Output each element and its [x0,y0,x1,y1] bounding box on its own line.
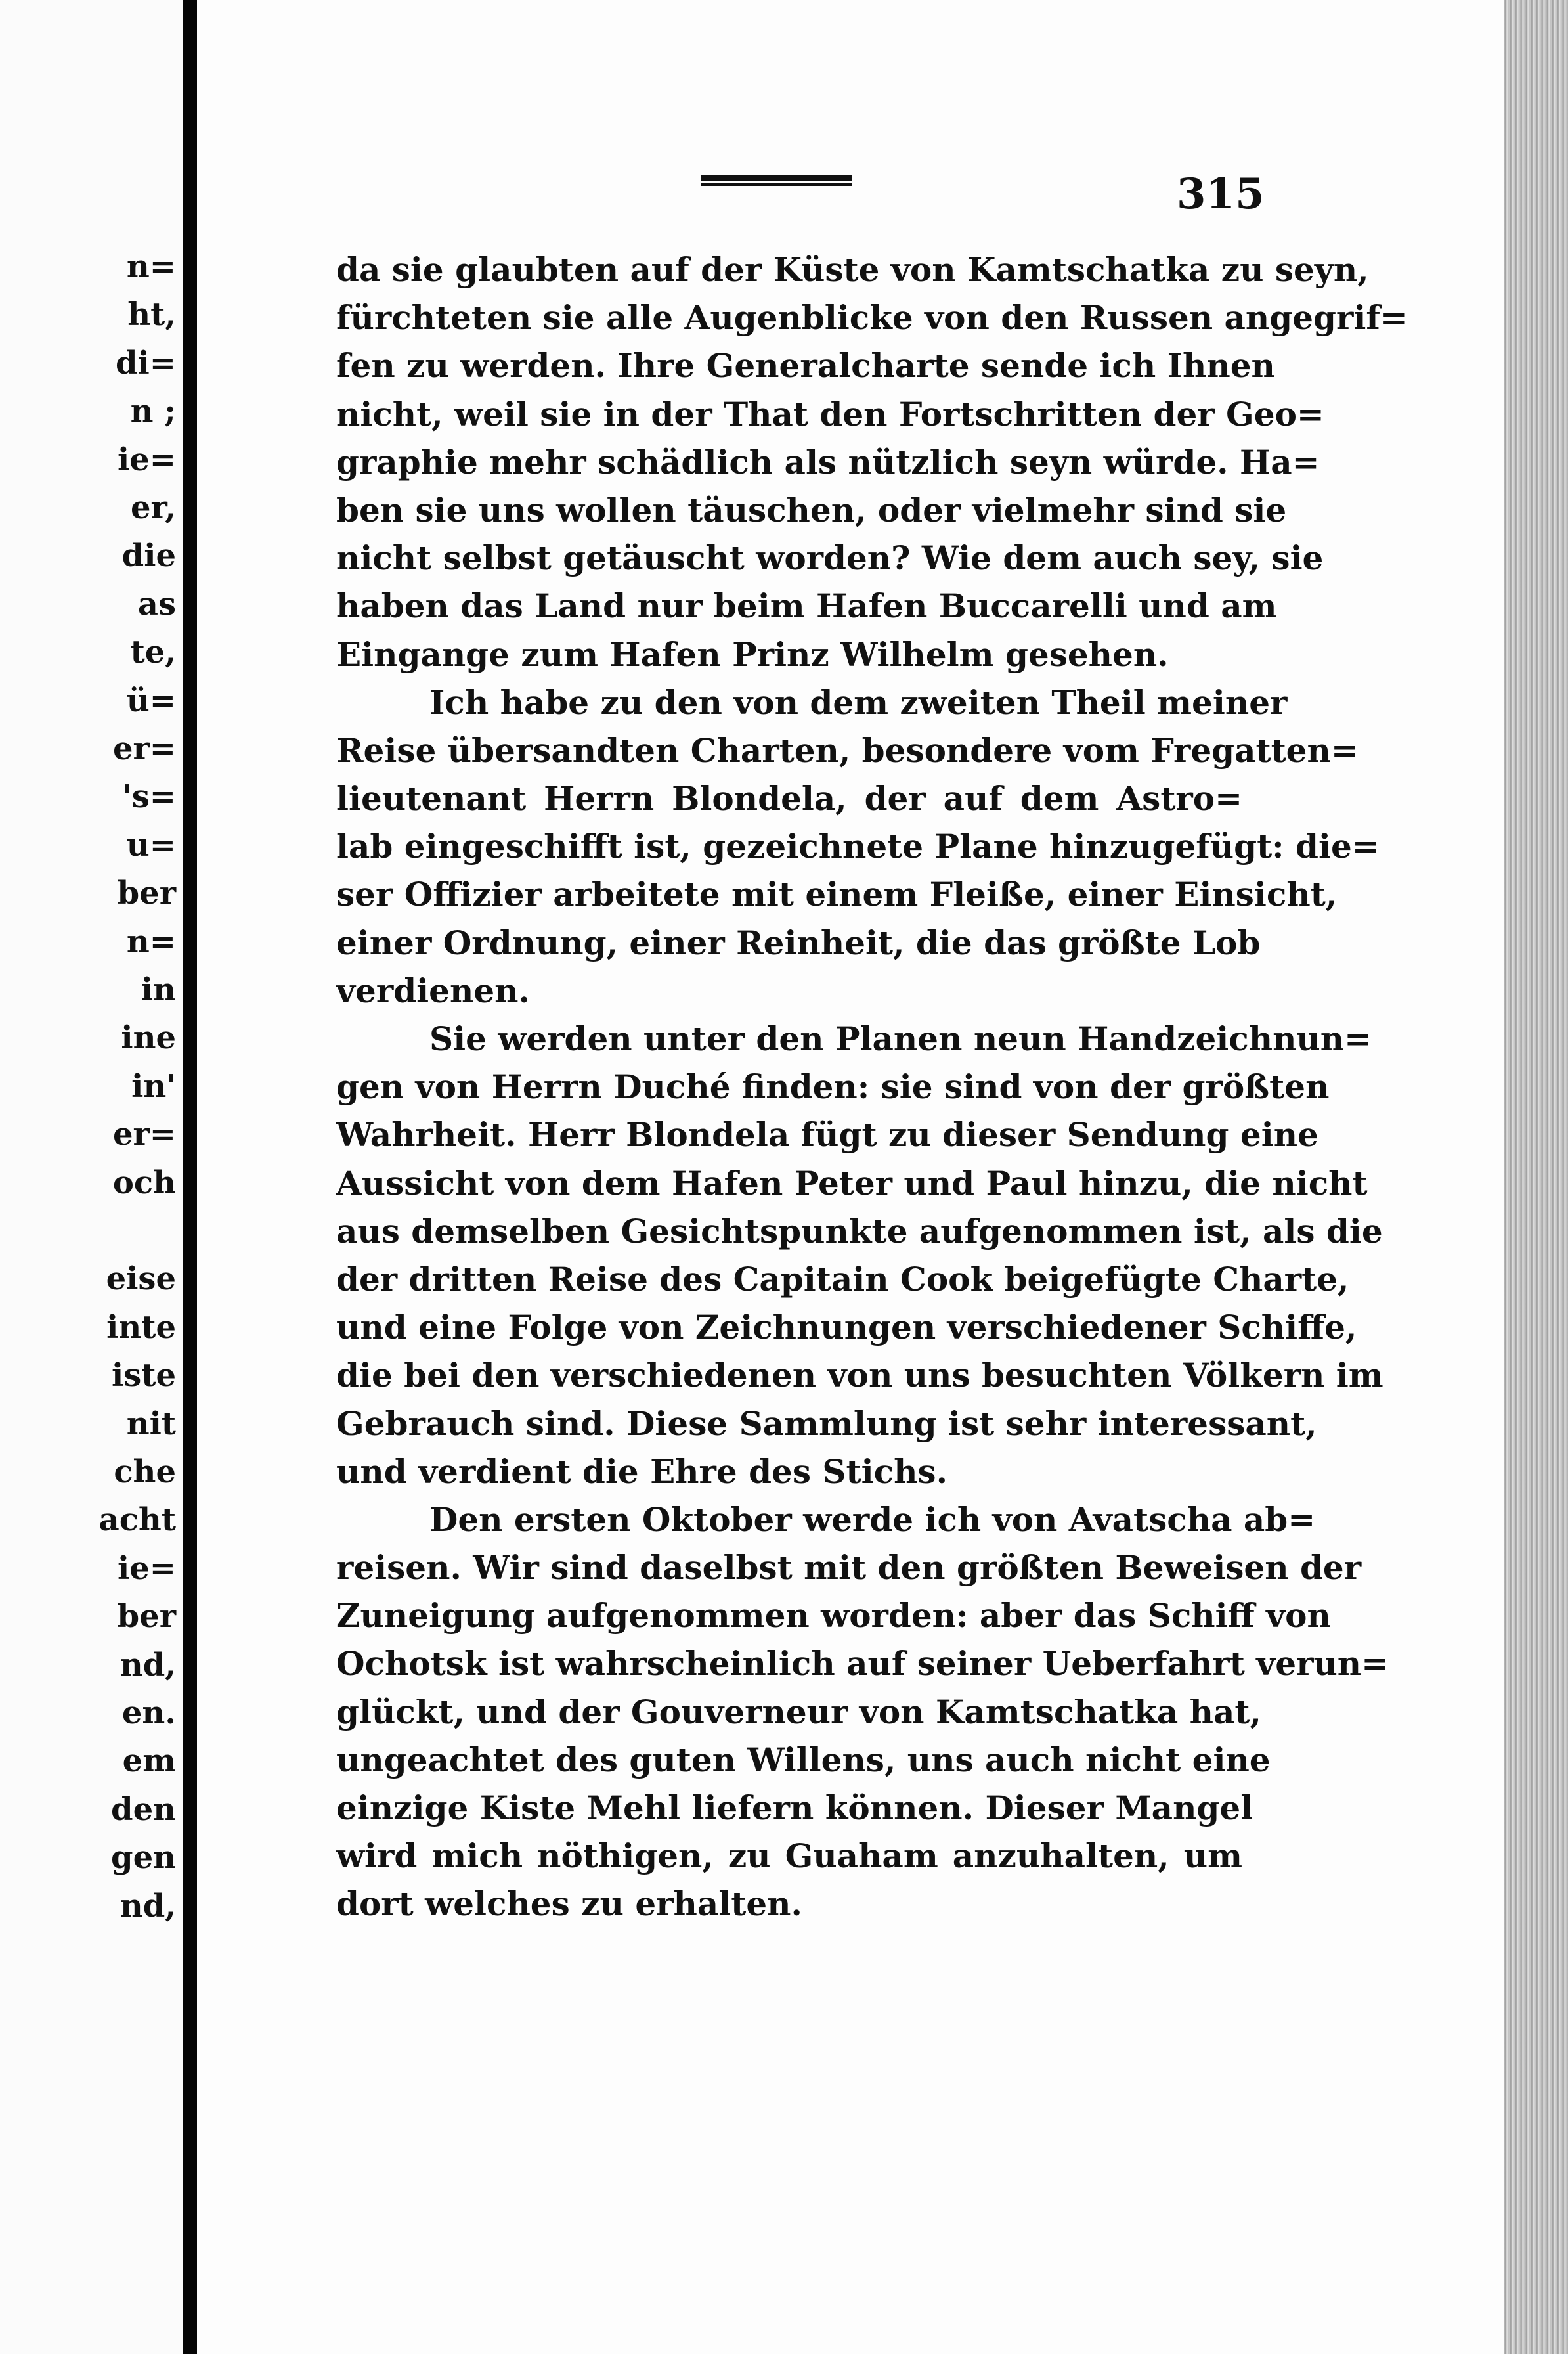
page-number: 315 [1177,169,1265,219]
text-line: graphie mehr schädlich als nützlich seyn würde. Ha= [336,442,1320,481]
left-page-line-fragment: ie= [118,441,176,478]
text-line: wird mich nöthigen, zu Guaham anzuhalten, um [336,1836,1242,1876]
left-page-line-fragment: n ; [130,393,176,430]
left-page-line-fragment: eise [106,1260,176,1298]
text-line: Eingange zum Hafen Prinz Wilhelm gesehen. [336,634,1169,674]
text-line: Ich habe zu den von dem zweiten Theil meiner [429,682,1288,722]
text-line: Gebrauch sind. Diese Sammlung ist sehr interessant, [336,1404,1317,1443]
text-line: dort welches zu erhalten. [336,1884,802,1924]
text-line: glückt, und der Gouverneur von Kamtschatka hat, [336,1692,1261,1731]
text-line: haben das Land nur beim Hafen Buccarelli und am [336,587,1277,626]
text-line: Aussicht von dem Hafen Peter und Paul hinzu, die nicht [336,1163,1368,1203]
left-page-line-fragment: die [121,537,176,575]
left-page-line-fragment: in [141,971,176,1008]
text-line: Ochotsk ist wahrscheinlich auf seiner Ueberfahrt verun= [336,1644,1389,1683]
text-line: der dritten Reise des Capitain Cook beigefügte Charte, [336,1259,1349,1299]
left-page-line-fragment: 's= [122,778,176,816]
text-line: Zuneigung aufgenommen worden: aber das Schiff von [336,1596,1331,1635]
left-page-line-fragment: inte [106,1308,176,1346]
left-page-line-fragment: den [111,1790,176,1828]
left-page-line-fragment: acht [98,1501,176,1539]
left-page-line-fragment: ber [117,1598,176,1635]
left-page-line-fragment: ie= [118,1549,176,1587]
page-edges [1504,0,1568,2354]
text-line: aus demselben Gesichtspunkte aufgenommen ist, als die [336,1211,1383,1251]
text-line: Reise übersandten Charten, besondere vom Fregatten= [336,730,1359,770]
text-line: einer Ordnung, einer Reinheit, die das größte Lob [336,923,1261,962]
left-page-line-fragment: in' [131,1067,176,1105]
left-page-line-fragment: er, [130,489,176,526]
text-line: ser Offizier arbeitete mit einem Fleiße, einer Einsicht, [336,875,1338,914]
text-line: lieutenant Herrn Blondela, der auf dem Astro= [336,779,1242,818]
left-page-line-fragment: nd, [120,1646,176,1683]
text-line: Wahrheit. Herr Blondela fügt zu dieser Sendung eine [336,1115,1318,1155]
text-line: verdienen. [336,971,530,1010]
text-line: Den ersten Oktober werde ich von Avatscha ab= [429,1499,1316,1539]
header-rule [701,175,852,186]
left-page-line-fragment: di= [115,344,176,382]
text-line: reisen. Wir sind daselbst mit den größten Beweisen der [336,1548,1362,1588]
text-line: die bei den verschiedenen von uns besuchten Völkern im [336,1356,1383,1395]
left-page-line-fragment: och [112,1164,176,1201]
left-page-line-fragment: as [137,585,176,623]
book-gutter [183,0,197,2354]
left-page-line-fragment: em [122,1743,176,1780]
left-page-line-fragment: en. [121,1695,176,1731]
left-page-line-fragment: u= [126,826,176,864]
text-line: fürchteten sie alle Augenblicke von den Russen angegrif= [336,298,1408,338]
text-line: und eine Folge von Zeichnungen verschiedener Schiffe, [336,1308,1357,1347]
left-page-line-fragment: nd, [120,1887,176,1924]
left-page-line-fragment: te, [130,634,176,671]
left-page-line-fragment: ine [121,1019,176,1057]
text-line: Sie werden unter den Planen neun Handzeichnun= [429,1019,1372,1058]
left-page-line-fragment: n= [126,923,176,960]
left-page-line-fragment: ü= [126,682,176,719]
left-page-line-fragment: er= [112,1116,176,1153]
text-line: ungeachtet des guten Willens, uns auch nicht eine [336,1740,1271,1779]
left-page [0,0,183,2354]
left-page-line-fragment: er= [112,730,176,767]
text-line: lab eingeschifft ist, gezeichnete Plane hinzugefügt: die= [336,827,1380,866]
text-line: nicht selbst getäuscht worden? Wie dem auch sey, sie [336,539,1324,578]
left-page-line-fragment: n= [126,248,176,285]
text-line: da sie glaubten auf der Küste von Kamtschatka zu seyn, [336,250,1369,289]
text-line: nicht, weil sie in der That den Fortschritten der Geo= [336,394,1324,433]
left-page-line-fragment: che [114,1454,176,1490]
left-page-line-fragment: iste [112,1357,176,1394]
left-page-line-fragment: nit [126,1405,176,1442]
left-page-line-fragment: ber [117,875,176,912]
text-line: ben sie uns wollen täuschen, oder vielmehr sind sie [336,490,1287,529]
left-page-line-fragment: ht, [127,296,176,334]
text-line: gen von Herrn Duché finden: sie sind von der größten [336,1067,1330,1107]
text-line: fen zu werden. Ihre Generalcharte sende ich Ihnen [336,346,1275,386]
text-line: einzige Kiste Mehl liefern können. Dieser Mangel [336,1788,1253,1827]
left-page-line-fragment: gen [111,1839,176,1877]
text-line: und verdient die Ehre des Stichs. [336,1452,947,1491]
body-text [336,246,1408,1928]
